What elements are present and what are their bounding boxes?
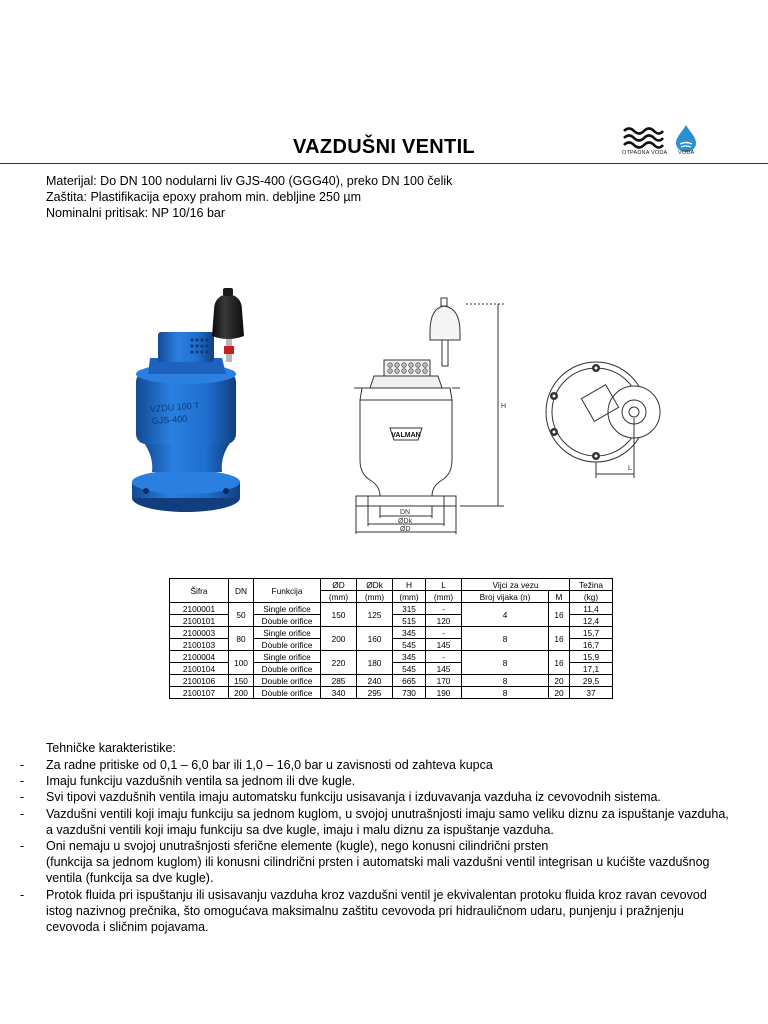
cell-od: 340 [321, 687, 357, 699]
cell-h: 730 [393, 687, 426, 699]
cell-vijci: 8 [462, 651, 549, 675]
cell-h: 545 [393, 663, 426, 675]
cell-vijci: 8 [462, 687, 549, 699]
dim-label-l: L [628, 465, 632, 472]
th-tezina: Težina [570, 579, 613, 591]
th-od-unit: (mm) [321, 591, 357, 603]
cell-tezina: 12,4 [570, 615, 613, 627]
cell-l: 145 [426, 639, 462, 651]
dim-label-d: ØD [400, 526, 411, 533]
valve-top-drawing [536, 360, 664, 482]
bullet-line: istog nazivnog prečnika, što omogućava maksimalnu zaštitu cevovoda pri hidrauličnom udaru, punjenju i pražnjenju [46, 903, 684, 918]
cell-odk: 160 [357, 627, 393, 651]
cell-sifra: 2100004 [170, 651, 229, 663]
th-h: H [393, 579, 426, 591]
dim-label-dk: ØDk [398, 518, 412, 525]
cell-l: 120 [426, 615, 462, 627]
cell-tezina: 17,1 [570, 663, 613, 675]
th-tezina-unit: (kg) [570, 591, 613, 603]
th-m: M [549, 591, 570, 603]
cell-funkcija: Single orifice [254, 603, 321, 615]
logo-label-otpadna-voda: OTPADNA VODA [622, 150, 668, 156]
th-dn: DN [229, 579, 254, 603]
cell-sifra: 2100001 [170, 603, 229, 615]
cell-tezina: 11,4 [570, 603, 613, 615]
cell-sifra: 2100104 [170, 663, 229, 675]
bullet-line: Vazdušni ventili koji imaju funkciju sa jednom kuglom, u svojoj unutrašnjosti imaju samo veliku diznu za ispuštanje vazduha, [46, 806, 729, 821]
cell-h: 545 [393, 639, 426, 651]
cell-dn: 50 [229, 603, 254, 627]
cell-dn: 150 [229, 675, 254, 687]
casting-text-2: GJS-400 [151, 413, 188, 426]
table-row [170, 687, 613, 699]
cell-dn: 200 [229, 687, 254, 699]
cell-h: 665 [393, 675, 426, 687]
header-divider [0, 163, 768, 164]
cell-vijci: 8 [462, 627, 549, 651]
bullet-line: a vazdušni ventili koji imaju funkciju sa dve kugle, imaju i malu diznu za ispuštanje vazduha. [46, 822, 554, 837]
spec-material: Materijal: Do DN 100 nodularni liv GJS-400 (GGG40), preko DN 100 čelik [46, 174, 453, 188]
list-item: - Za radne pritiske od 0,1 – 6,0 bar ili 1,0 – 16,0 bar u zavisnosti od zahteva kupca [20, 757, 750, 773]
th-funkcija: Funkcija [254, 579, 321, 603]
cell-funkcija: Single orifice [254, 627, 321, 639]
list-item: - Protok fluida pri ispuštanju ili usisavanju vazduha kroz vazdušni ventil je ekvivalentan protoku fluida kroz ravan cevovod istog nazivnog prečnika, što omogućava maksimalnu zaštitu cevovoda pri hidrauličnom udaru, punjenju i pražnjenju cevovoda i sličnim pojavama. [20, 887, 750, 936]
spec-table [169, 578, 613, 699]
cell-h: 345 [393, 627, 426, 639]
bullet-line: Imaju funkciju vazdušnih ventila sa jednom ili dve kugle. [46, 774, 356, 789]
cell-sifra: 2100107 [170, 687, 229, 699]
cell-sifra: 2100003 [170, 627, 229, 639]
dim-label-h: H [501, 403, 506, 410]
cell-odk: 125 [357, 603, 393, 627]
spec-protection: Zaštita: Plastifikacija epoxy prahom min. debljine 250 µm [46, 190, 361, 204]
cell-od: 150 [321, 603, 357, 627]
cell-dn: 80 [229, 627, 254, 651]
th-l-unit: (mm) [426, 591, 462, 603]
cell-tezina: 15,7 [570, 627, 613, 639]
list-item: - Vazdušni ventili koji imaju funkciju sa jednom kuglom, u svojoj unutrašnjosti imaju samo veliku diznu za ispuštanje vazduha, a vazdušni ventili koji imaju funkciju sa dve kugle, imaju i malu diznu za ispuštanje vazduha. [20, 806, 750, 838]
table-row [170, 627, 613, 639]
cell-m: 20 [549, 675, 570, 687]
list-item: - Imaju funkciju vazdušnih ventila sa jednom ili dve kugle. [20, 773, 750, 789]
cell-m: 16 [549, 651, 570, 675]
cell-l: 190 [426, 687, 462, 699]
bullet-line: cevovoda i sličnim pojavama. [46, 920, 209, 935]
cell-m: 16 [549, 627, 570, 651]
th-vijci: Vijci za vezu [462, 579, 570, 591]
cell-h: 345 [393, 651, 426, 663]
dim-label-dn: DN [400, 509, 411, 516]
cell-tezina: 29,5 [570, 675, 613, 687]
spec-pressure: Nominalni pritisak: NP 10/16 bar [46, 206, 226, 220]
cell-tezina: 37 [570, 687, 613, 699]
drawing-brand: VALMAN [391, 432, 421, 439]
cell-l: - [426, 603, 462, 615]
list-item: - Oni nemaju u svojoj unutrašnjosti sferične elemente (kugle), nego konusni cilindrični prsten (funkcija sa jednom kuglom) ili konusni cilindrični prsten i automatski mali vazdušni ventil integrisan u kućište vazdušnog ventila (funkcija sa dve kugle). [20, 838, 750, 887]
cell-l: 170 [426, 675, 462, 687]
cell-vijci: 8 [462, 675, 549, 687]
casting-text-1: VZDU 100 T [149, 400, 200, 414]
cell-od: 285 [321, 675, 357, 687]
th-sifra: Šifra [170, 579, 229, 603]
th-od: ØD [321, 579, 357, 591]
cell-odk: 295 [357, 687, 393, 699]
cell-funkcija: Double orifice [254, 615, 321, 627]
cell-funkcija: Double orifice [254, 675, 321, 687]
wastewater-waves-icon [622, 124, 664, 150]
bullet-line: Svi tipovi vazdušnih ventila imaju automatsku funkciju usisavanja i izduvavanja vazduha iz cevovodnih sistema. [46, 790, 661, 805]
cell-tezina: 16,7 [570, 639, 613, 651]
cell-od: 220 [321, 651, 357, 675]
cell-m: 20 [549, 687, 570, 699]
cell-funkcija: Double orifice [254, 639, 321, 651]
cell-h: 315 [393, 603, 426, 615]
cell-odk: 180 [357, 651, 393, 675]
tech-heading: Tehničke karakteristike: [46, 741, 176, 755]
cell-sifra: 2100103 [170, 639, 229, 651]
valve-photo [128, 286, 258, 518]
cell-l: - [426, 627, 462, 639]
th-l: L [426, 579, 462, 591]
cell-funkcija: Double orifice [254, 687, 321, 699]
th-odk-unit: (mm) [357, 591, 393, 603]
table-row [170, 603, 613, 615]
logo-label-voda: VODA [678, 150, 695, 156]
tech-bullet-list [20, 757, 750, 935]
cell-l: - [426, 651, 462, 663]
list-item: - Svi tipovi vazdušnih ventila imaju automatsku funkciju usisavanja i izduvavanja vazduha iz cevovodnih sistema. [20, 789, 750, 805]
water-drop-icon [674, 124, 698, 152]
bullet-line: ventila (funkcija sa dve kugle). [46, 871, 214, 886]
bullet-line: Oni nemaju u svojoj unutrašnjosti sferične elemente (kugle), nego konusni cilindrični prsten [46, 839, 549, 854]
th-odk: ØDk [357, 579, 393, 591]
cell-dn: 100 [229, 651, 254, 675]
cell-funkcija: Double orifice [254, 663, 321, 675]
cell-sifra: 2100106 [170, 675, 229, 687]
cell-funkcija: Single orifice [254, 651, 321, 663]
bullet-line: Protok fluida pri ispuštanju ili usisavanju vazduha kroz vazdušni ventil je ekvivalentan protoku fluida kroz ravan cevovod [46, 887, 707, 902]
cell-l: 145 [426, 663, 462, 675]
th-broj: Broj vijaka (n) [462, 591, 549, 603]
cell-sifra: 2100101 [170, 615, 229, 627]
cell-tezina: 15,9 [570, 651, 613, 663]
cell-odk: 240 [357, 675, 393, 687]
th-h-unit: (mm) [393, 591, 426, 603]
cell-m: 16 [549, 603, 570, 627]
valve-side-drawing [348, 296, 506, 534]
cell-od: 200 [321, 627, 357, 651]
cell-h: 515 [393, 615, 426, 627]
table-row [170, 675, 613, 687]
page-title: VAZDUŠNI VENTIL [293, 136, 475, 158]
table-row [170, 651, 613, 663]
bullet-line: Za radne pritiske od 0,1 – 6,0 bar ili 1,0 – 16,0 bar u zavisnosti od zahteva kupca [46, 758, 493, 772]
cell-vijci: 4 [462, 603, 549, 627]
bullet-line: (funkcija sa jednom kuglom) ili konusni cilindrični prsten i automatski mali vazdušni ventil integrisan u kućište vazdušnog [46, 855, 710, 870]
